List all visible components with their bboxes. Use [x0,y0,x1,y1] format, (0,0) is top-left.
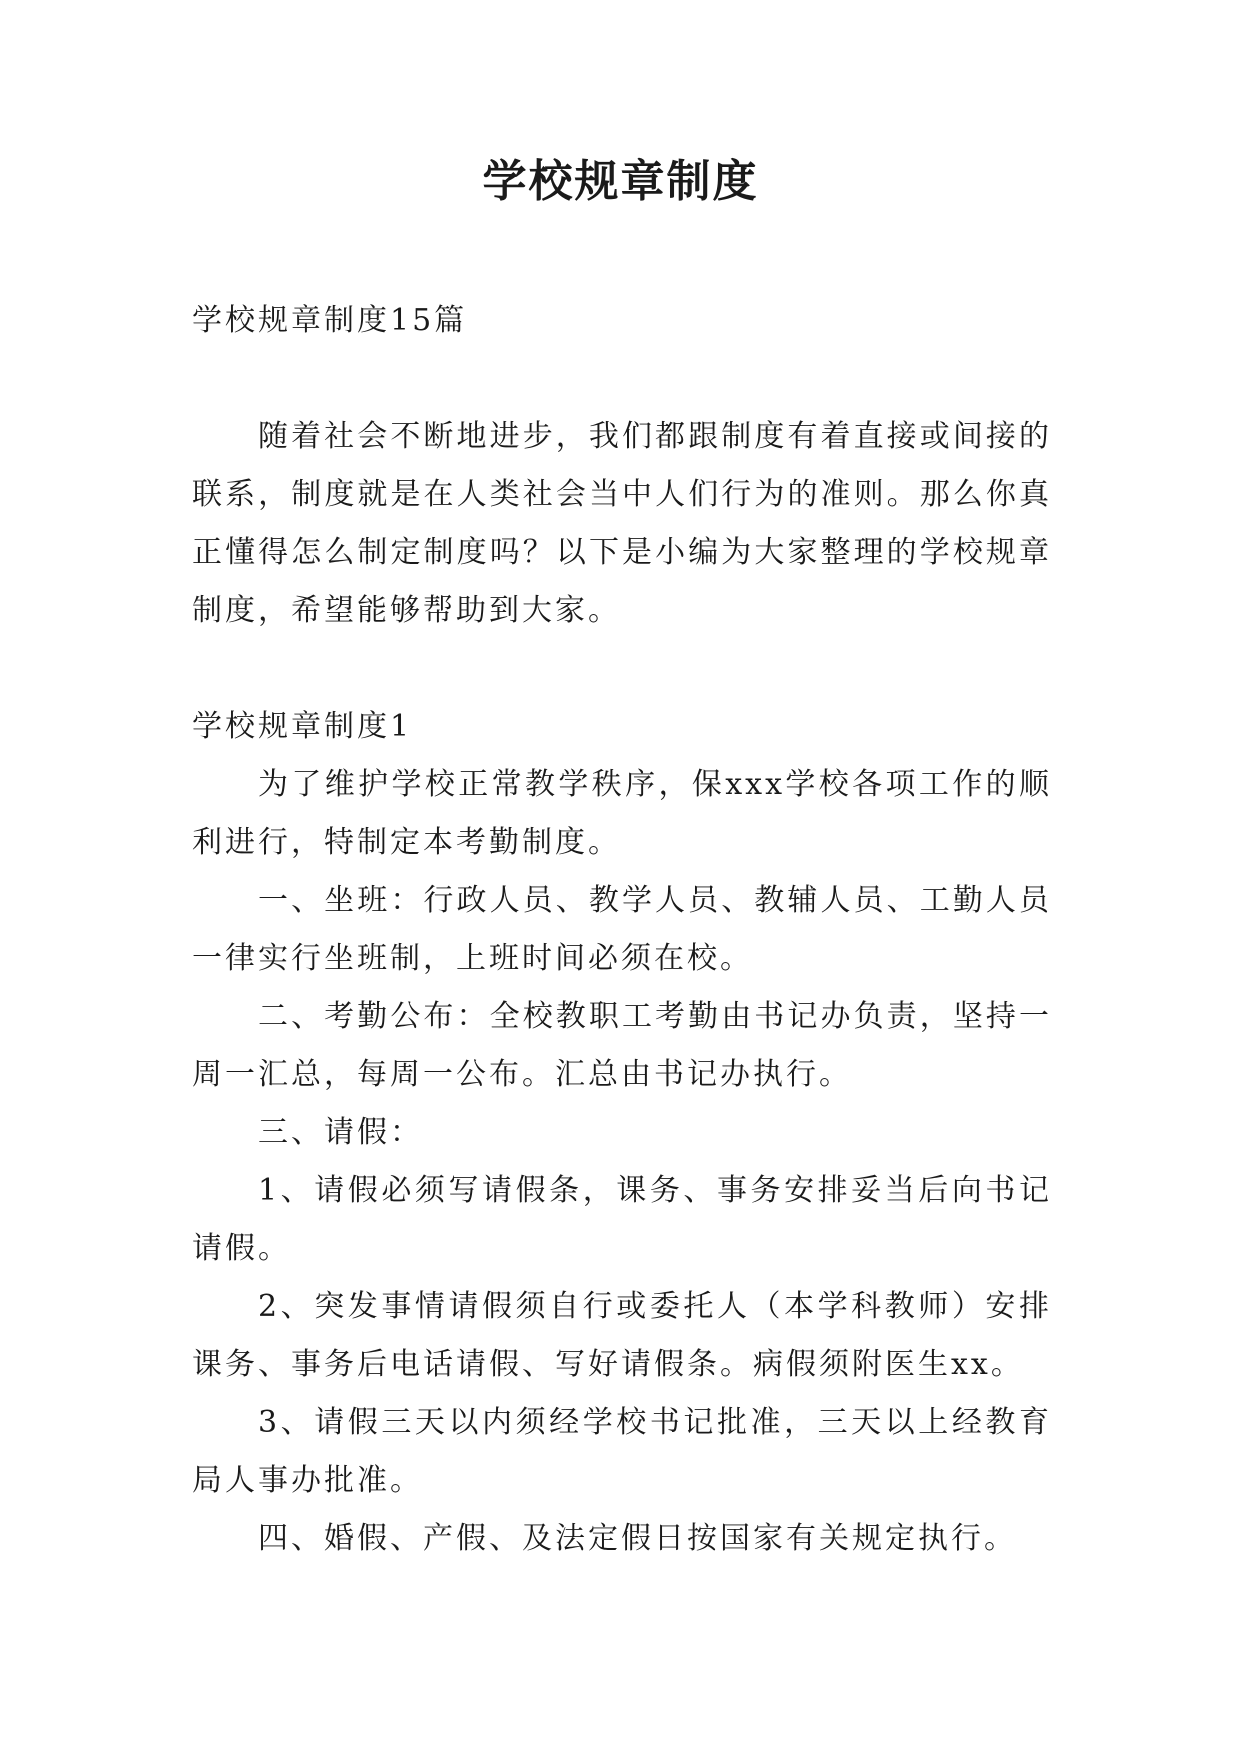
body-paragraph: 四、婚假、产假、及法定假日按国家有关规定执行。 [258,1521,1017,1556]
body-paragraph: 一、坐班：行政人员、教学人员、教辅人员、工勤人员一律实行坐班制，上班时间必须在校。 [192,883,1052,976]
body-paragraph: 1、请假必须写请假条，课务、事务安排妥当后向书记请假。 [192,1173,1052,1266]
document-title: 学校规章制度 [482,156,759,207]
body-paragraph: 为了维护学校正常教学秩序，保xxx学校各项工作的顺利进行，特制定本考勤制度。 [192,767,1052,860]
body-paragraph: 3、请假三天以内须经学校书记批准，三天以上经教育局人事办批准。 [192,1405,1052,1498]
section-heading: 学校规章制度1 [192,709,413,744]
intro-paragraph: 随着社会不断地进步，我们都跟制度有着直接或间接的联系，制度就是在人类社会当中人们行为的准则。那么你真正懂得怎么制定制度吗？以下是小编为大家整理的学校规章制度，希望能够帮助到大家。 [192,419,1052,628]
body-paragraph: 三、请假： [258,1115,423,1150]
body-paragraph: 2、突发事情请假须自行或委托人（本学科教师）安排课务、事务后电话请假、写好请假条。病假须附医生xx。 [192,1289,1052,1382]
body-paragraph: 二、考勤公布：全校教职工考勤由书记办负责，坚持一周一汇总，每周一公布。汇总由书记办执行。 [192,999,1052,1092]
document-body [192,292,1052,1568]
document-subtitle: 学校规章制度15篇 [192,303,468,338]
